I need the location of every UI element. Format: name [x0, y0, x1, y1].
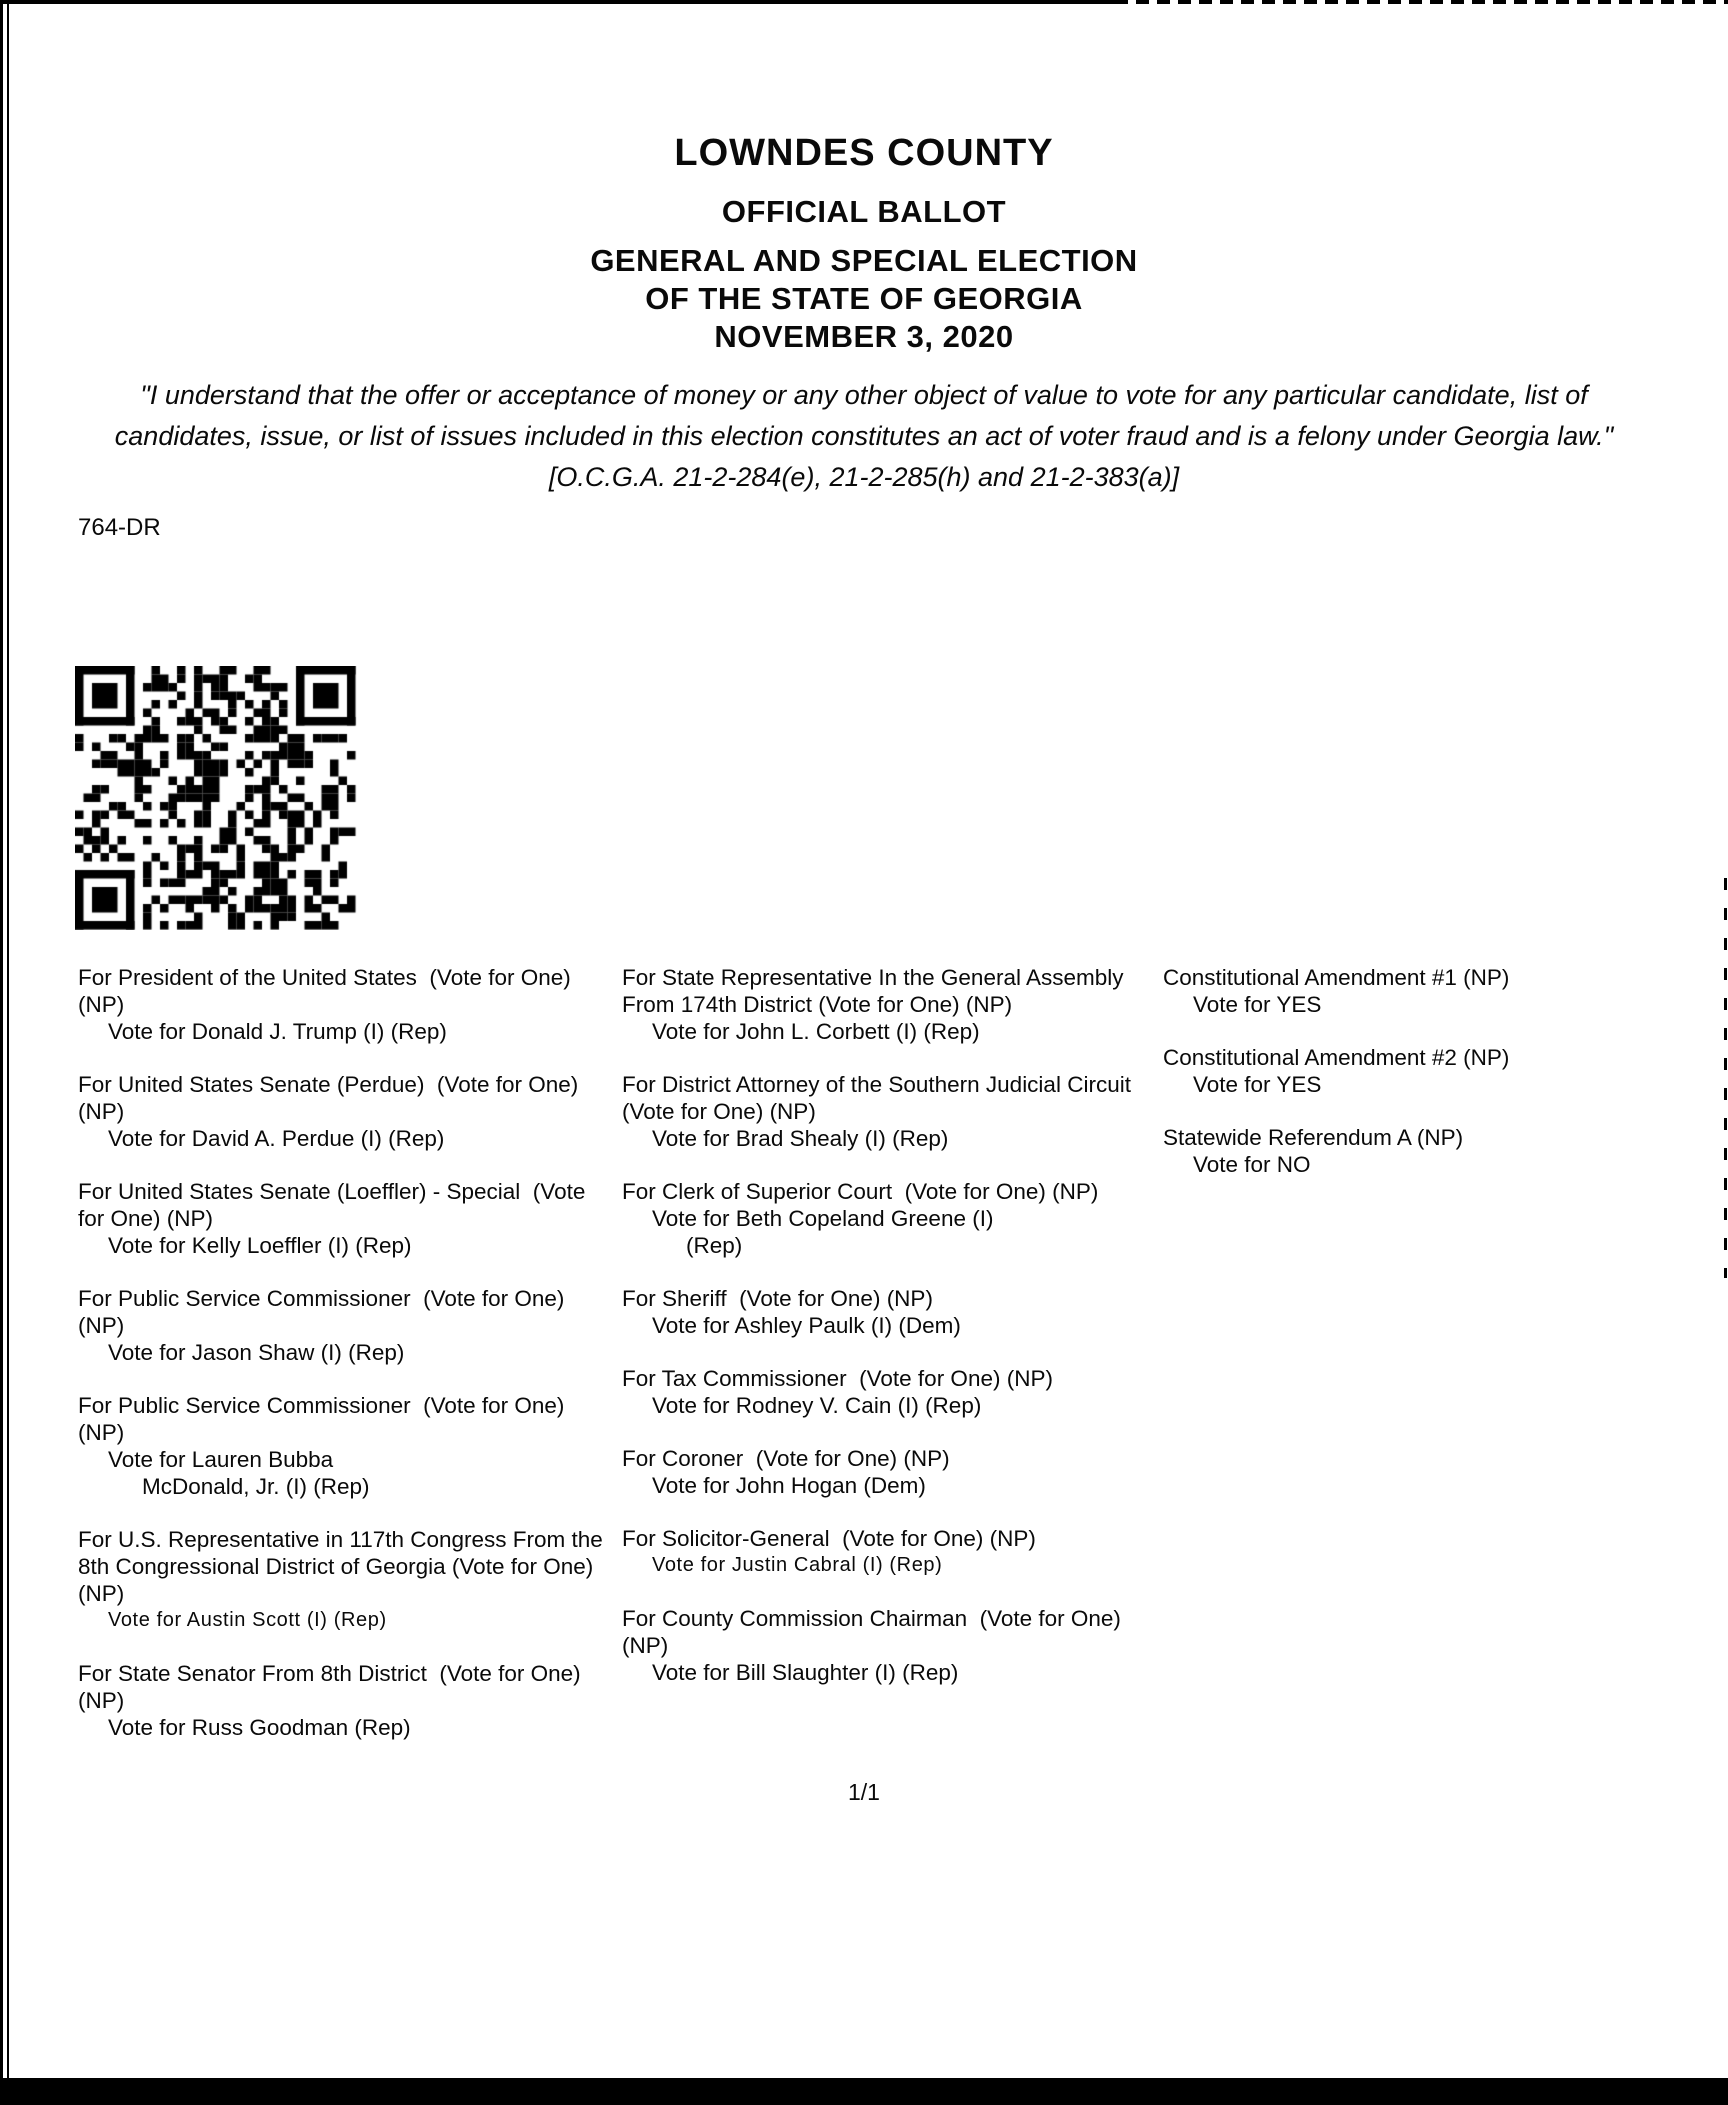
vote-instruction: Vote for Beth Copeland Greene (I) — [652, 1206, 994, 1231]
contest-title: For Public Service Commissioner (Vote for One) (NP) — [78, 1393, 571, 1445]
scan-edge-right-dashes — [1724, 878, 1727, 1278]
contest-column-2 — [622, 964, 1170, 1712]
contest-title: Constitutional Amendment #2 (NP) — [1163, 1045, 1510, 1070]
contest-block — [622, 1445, 1170, 1499]
contest-title: For State Representative In the General Assembly From 174th District (Vote for One) (NP) — [622, 965, 1130, 1017]
contest-block — [622, 1605, 1170, 1686]
contest-block — [78, 1526, 613, 1634]
contest-block — [78, 1071, 613, 1152]
contest-block — [622, 1285, 1170, 1339]
contest-title: For Solicitor-General (Vote for One) (NP) — [622, 1526, 1036, 1551]
contest-block — [1163, 964, 1668, 1018]
contest-title: For U.S. Representative in 117th Congress From the 8th Congressional District of Georgia (Vote for One) (NP) — [78, 1527, 610, 1606]
vote-instruction: Vote for Kelly Loeffler (I) (Rep) — [108, 1233, 412, 1258]
vote-instruction: Vote for Lauren Bubba — [108, 1447, 334, 1472]
county-title: LOWNDES COUNTY — [674, 132, 1054, 174]
contest-block — [622, 1525, 1170, 1579]
vote-instruction: Vote for Justin Cabral (I) (Rep) — [652, 1554, 943, 1576]
contest-title: For County Commission Chairman (Vote for One) (NP) — [622, 1606, 1128, 1658]
vote-instruction: Vote for Austin Scott (I) (Rep) — [108, 1609, 387, 1631]
contest-block — [622, 1365, 1170, 1419]
vote-instruction: Vote for Brad Shealy (I) (Rep) — [652, 1126, 949, 1151]
scan-edge-top — [0, 0, 1115, 4]
contest-block — [622, 1178, 1170, 1259]
vote-instruction: Vote for NO — [1193, 1152, 1311, 1177]
contest-block — [622, 1071, 1170, 1152]
vote-instruction: Vote for Rodney V. Cain (I) (Rep) — [652, 1393, 982, 1418]
ballot-style-code: 764-DR — [78, 514, 161, 541]
contest-title: Statewide Referendum A (NP) — [1163, 1125, 1464, 1150]
contest-column-1 — [78, 964, 613, 1767]
contest-title: Constitutional Amendment #1 (NP) — [1163, 965, 1510, 990]
vote-instruction: Vote for David A. Perdue (I) (Rep) — [108, 1126, 445, 1151]
contest-title: For President of the United States (Vote for One) (NP) — [78, 965, 578, 1017]
election-title-line: OF THE STATE OF GEORGIA — [645, 281, 1083, 316]
contest-title: For Clerk of Superior Court (Vote for One) (NP) — [622, 1179, 1099, 1204]
vote-instruction: Vote for Donald J. Trump (I) (Rep) — [108, 1019, 447, 1044]
ballot-title: OFFICIAL BALLOT — [721, 194, 1007, 229]
election-title-line: GENERAL AND SPECIAL ELECTION — [590, 243, 1138, 278]
vote-instruction: Vote for YES — [1193, 1072, 1322, 1097]
scan-edge-bottom — [0, 2078, 1728, 2105]
page-number: 1/1 — [848, 1779, 880, 1805]
qr-code — [75, 666, 357, 930]
vote-instruction: Vote for John Hogan (Dem) — [652, 1473, 926, 1498]
contest-block — [1163, 1044, 1668, 1098]
contest-column-3 — [1163, 964, 1668, 1204]
voter-fraud-disclaimer: "I understand that the offer or acceptance of money or any other object of value to vote for any particular candidate, list of candidates, issue, or list of issues included in this election constitutes an act of voter fraud and is a felony under Georgia law." [O.C.G.A. 21-2-284(e), 21-2-285(h) and 21-2-383(a)] — [114, 380, 1614, 492]
contest-block — [622, 964, 1170, 1045]
contest-block — [78, 964, 613, 1045]
vote-instruction: Vote for Ashley Paulk (I) (Dem) — [652, 1313, 961, 1338]
contest-title: For Public Service Commissioner (Vote for One) (NP) — [78, 1286, 571, 1338]
vote-instruction: McDonald, Jr. (I) (Rep) — [142, 1474, 370, 1499]
contest-block — [78, 1392, 613, 1500]
contest-block — [78, 1660, 613, 1741]
contest-title: For State Senator From 8th District (Vote for One) (NP) — [78, 1661, 587, 1713]
election-date: NOVEMBER 3, 2020 — [714, 319, 1014, 354]
vote-instruction: Vote for Russ Goodman (Rep) — [108, 1715, 411, 1740]
vote-instruction: Vote for John L. Corbett (I) (Rep) — [652, 1019, 980, 1044]
contest-title: For District Attorney of the Southern Judicial Circuit (Vote for One) (NP) — [622, 1072, 1144, 1124]
contest-title: For Tax Commissioner (Vote for One) (NP) — [622, 1366, 1053, 1391]
vote-instruction: (Rep) — [686, 1233, 743, 1258]
contest-title: For Sheriff (Vote for One) (NP) — [622, 1286, 933, 1311]
contest-block — [78, 1178, 613, 1259]
contest-title: For Coroner (Vote for One) (NP) — [622, 1446, 950, 1471]
contest-title: For United States Senate (Loeffler) - Special (Vote for One) (NP) — [78, 1179, 592, 1231]
vote-instruction: Vote for YES — [1193, 992, 1322, 1017]
contest-block — [1163, 1124, 1668, 1178]
contest-block — [78, 1285, 613, 1366]
scan-edge-top-dashes — [1115, 0, 1728, 4]
contest-title: For United States Senate (Perdue) (Vote for One) (NP) — [78, 1072, 585, 1124]
vote-instruction: Vote for Jason Shaw (I) (Rep) — [108, 1340, 405, 1365]
vote-instruction: Vote for Bill Slaughter (I) (Rep) — [652, 1660, 959, 1685]
